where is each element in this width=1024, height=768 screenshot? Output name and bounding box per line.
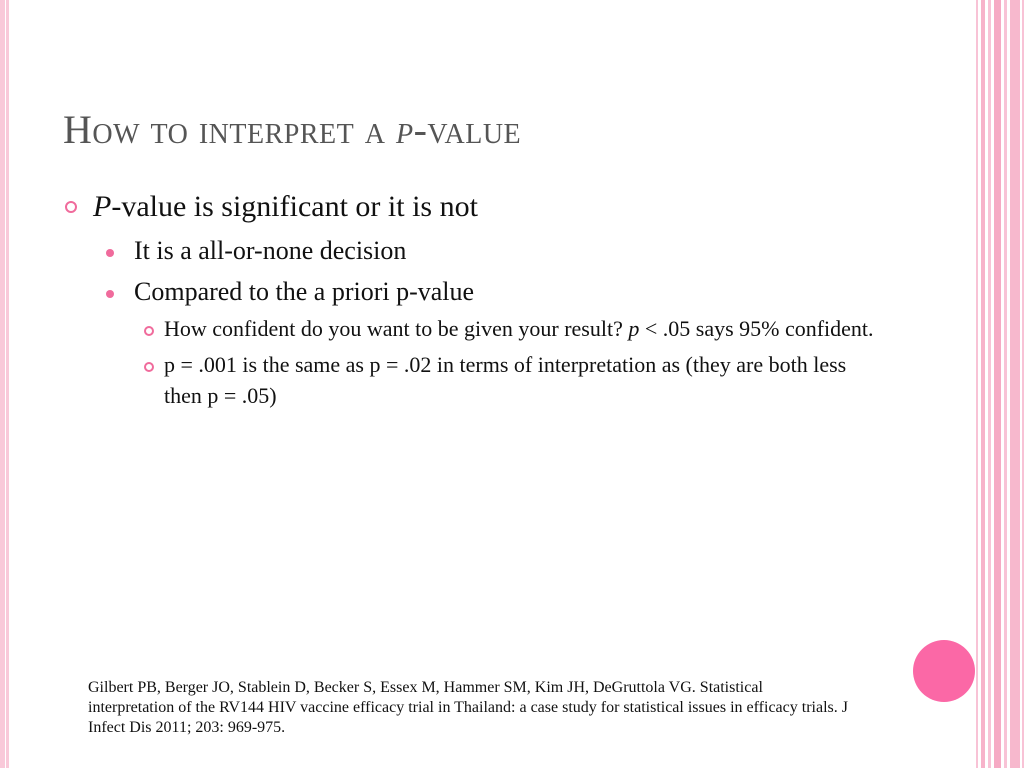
bullet-text: Compared to the a priori p-value bbox=[134, 277, 475, 306]
stripe bbox=[976, 0, 978, 768]
right-stripes-decoration bbox=[976, 0, 1024, 768]
bullet-italic: P bbox=[93, 190, 112, 223]
slide-title bbox=[63, 106, 521, 153]
bullet-level2 bbox=[63, 276, 883, 308]
bullet-text: p = .001 is the same as p = .02 in terms of interpretation as (they are both less then p = .05) bbox=[164, 352, 847, 408]
bullet-text: It is a all-or-none decision bbox=[134, 236, 407, 265]
bullet-italic: p bbox=[628, 316, 640, 341]
ring-bullet-icon bbox=[65, 201, 77, 213]
pink-circle-decoration bbox=[913, 640, 975, 702]
dot-bullet-icon bbox=[106, 290, 114, 298]
bullet-level3 bbox=[63, 313, 883, 344]
bullet-level1 bbox=[63, 188, 883, 226]
stripe bbox=[988, 0, 991, 768]
stripe bbox=[994, 0, 1001, 768]
title-italic-p: p bbox=[395, 107, 414, 152]
bullet-level2 bbox=[63, 235, 883, 267]
stripe bbox=[981, 0, 985, 768]
ring-bullet-icon bbox=[144, 362, 154, 372]
reference-citation: Gilbert PB, Berger JO, Stablein D, Becker S, Essex M, Hammer SM, Kim JH, DeGruttola VG. Statistical interpretation of the RV144 HIV vaccine efficacy trial in Thailand: a case study for statistical issues in efficacy trials. J Infect Dis 2011; 203: 969-975. bbox=[88, 679, 848, 736]
bullet-level3 bbox=[63, 349, 883, 411]
bullet-text-after: < .05 says 95% confident. bbox=[639, 316, 874, 341]
dot-bullet-icon bbox=[106, 249, 114, 257]
bullet-list bbox=[63, 188, 883, 411]
title-prefix: How to interpret a bbox=[63, 107, 396, 152]
title-suffix: -value bbox=[413, 107, 522, 152]
bullet-text-before: How confident do you want to be given your result? bbox=[164, 316, 629, 341]
stripe bbox=[1004, 0, 1007, 768]
bullet-text: -value is significant or it is not bbox=[111, 190, 478, 223]
left-border-decoration bbox=[0, 0, 9, 768]
stripe bbox=[1010, 0, 1020, 768]
ring-bullet-icon bbox=[144, 326, 154, 336]
